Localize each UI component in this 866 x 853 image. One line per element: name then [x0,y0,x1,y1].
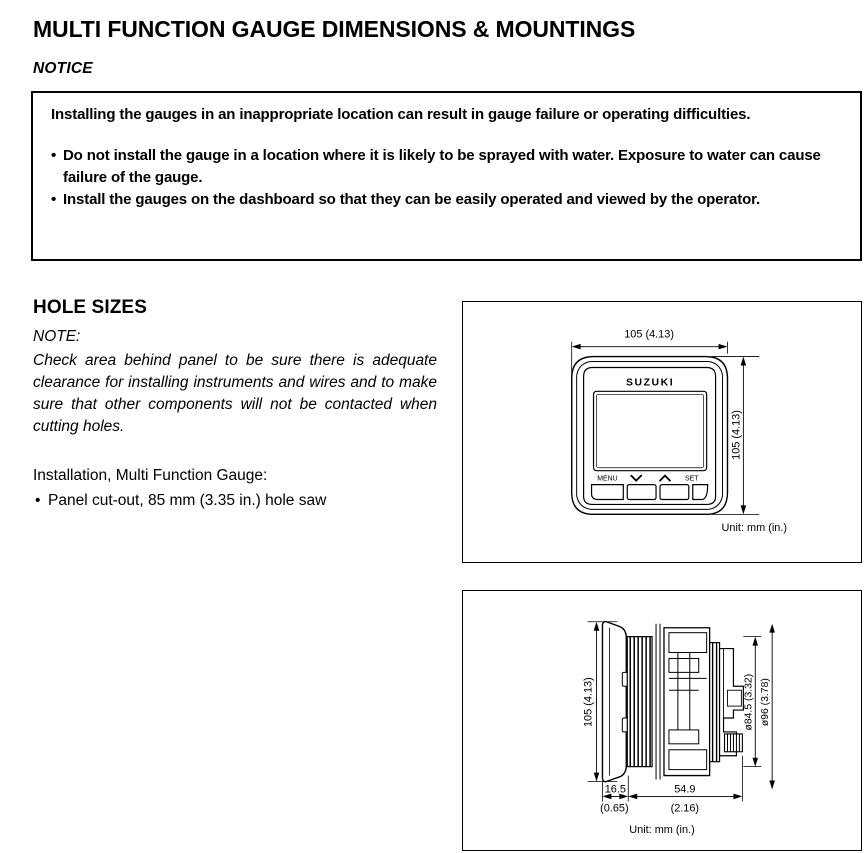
note-body-text: Check area behind panel to be sure there is adequate clearance for installing instruments and wires and to make sure that other components will not be contacted when cutting holes. [33,352,437,435]
side-unit-note: Unit: mm (in.) [629,824,695,837]
gauge-button-up [660,485,689,500]
notice-list-item [51,189,844,211]
chevron-down-icon [631,476,641,481]
installation-item-text: Panel cut-out, 85 mm (3.35 in.) hole saw [48,492,327,509]
barrel-centre-lines [656,624,660,780]
body-depth-in-label: (2.16) [670,802,700,815]
rear-collar [710,643,720,762]
notice-label: NOTICE [33,60,93,77]
gauge-button-down [627,485,656,500]
gauge-body-housing [664,628,710,776]
outer-diameter-label: ø96 (3.78) [760,678,772,727]
notice-box [31,91,862,261]
bezel-depth-mm-label: 16.5 [604,783,626,796]
installation-list-item [33,490,437,512]
notice-list-item [51,145,844,189]
gauge-display-screen [594,391,707,470]
suzuki-logo: SUZUKI [625,377,675,389]
notice-item-text: Do not install the gauge in a location where it is likely to be sprayed with water. Exposure to water can cause failure of the gauge. [63,147,821,186]
page-title: MULTI FUNCTION GAUGE DIMENSIONS & MOUNTINGS [33,16,636,42]
gauge-button-menu [592,485,624,500]
installation-label: Installation, Multi Function Gauge: [33,467,268,484]
front-width-dimension-label: 105 (4.13) [624,328,674,341]
body-depth-mm-label: 54.9 [674,783,696,796]
chevron-up-icon [660,476,670,481]
note-label: NOTE: [33,328,81,345]
side-height-dimension-label: 105 (4.13) [582,677,595,728]
bullet-glyph: • [51,147,57,164]
installation-list [33,490,437,512]
notice-item-text: Install the gauges on the dashboard so that they can be easily operated and viewed by the operator. [63,191,760,208]
figure-front-view [462,301,862,563]
notice-bullet-list [51,145,844,211]
hole-sizes-heading: HOLE SIZES [33,297,147,318]
bezel-depth-in-label: (0.65) [600,802,629,815]
figure-side-view [462,590,862,851]
notice-lead-text: Installing the gauges in an inappropriate location can result in gauge failure or operating difficulties. [51,106,751,123]
inner-diameter-label: ø84.5 (3.32) [743,673,755,731]
bullet-glyph: • [35,492,41,509]
set-button-label: SET [685,475,699,483]
bezel-profile [602,622,626,782]
front-unit-note: Unit: mm (in.) [721,522,788,535]
gauge-button-set [693,485,708,500]
front-height-dimension-label: 105 (4.13) [730,410,743,460]
bullet-glyph: • [51,191,57,208]
menu-button-label: MENU [597,475,618,483]
